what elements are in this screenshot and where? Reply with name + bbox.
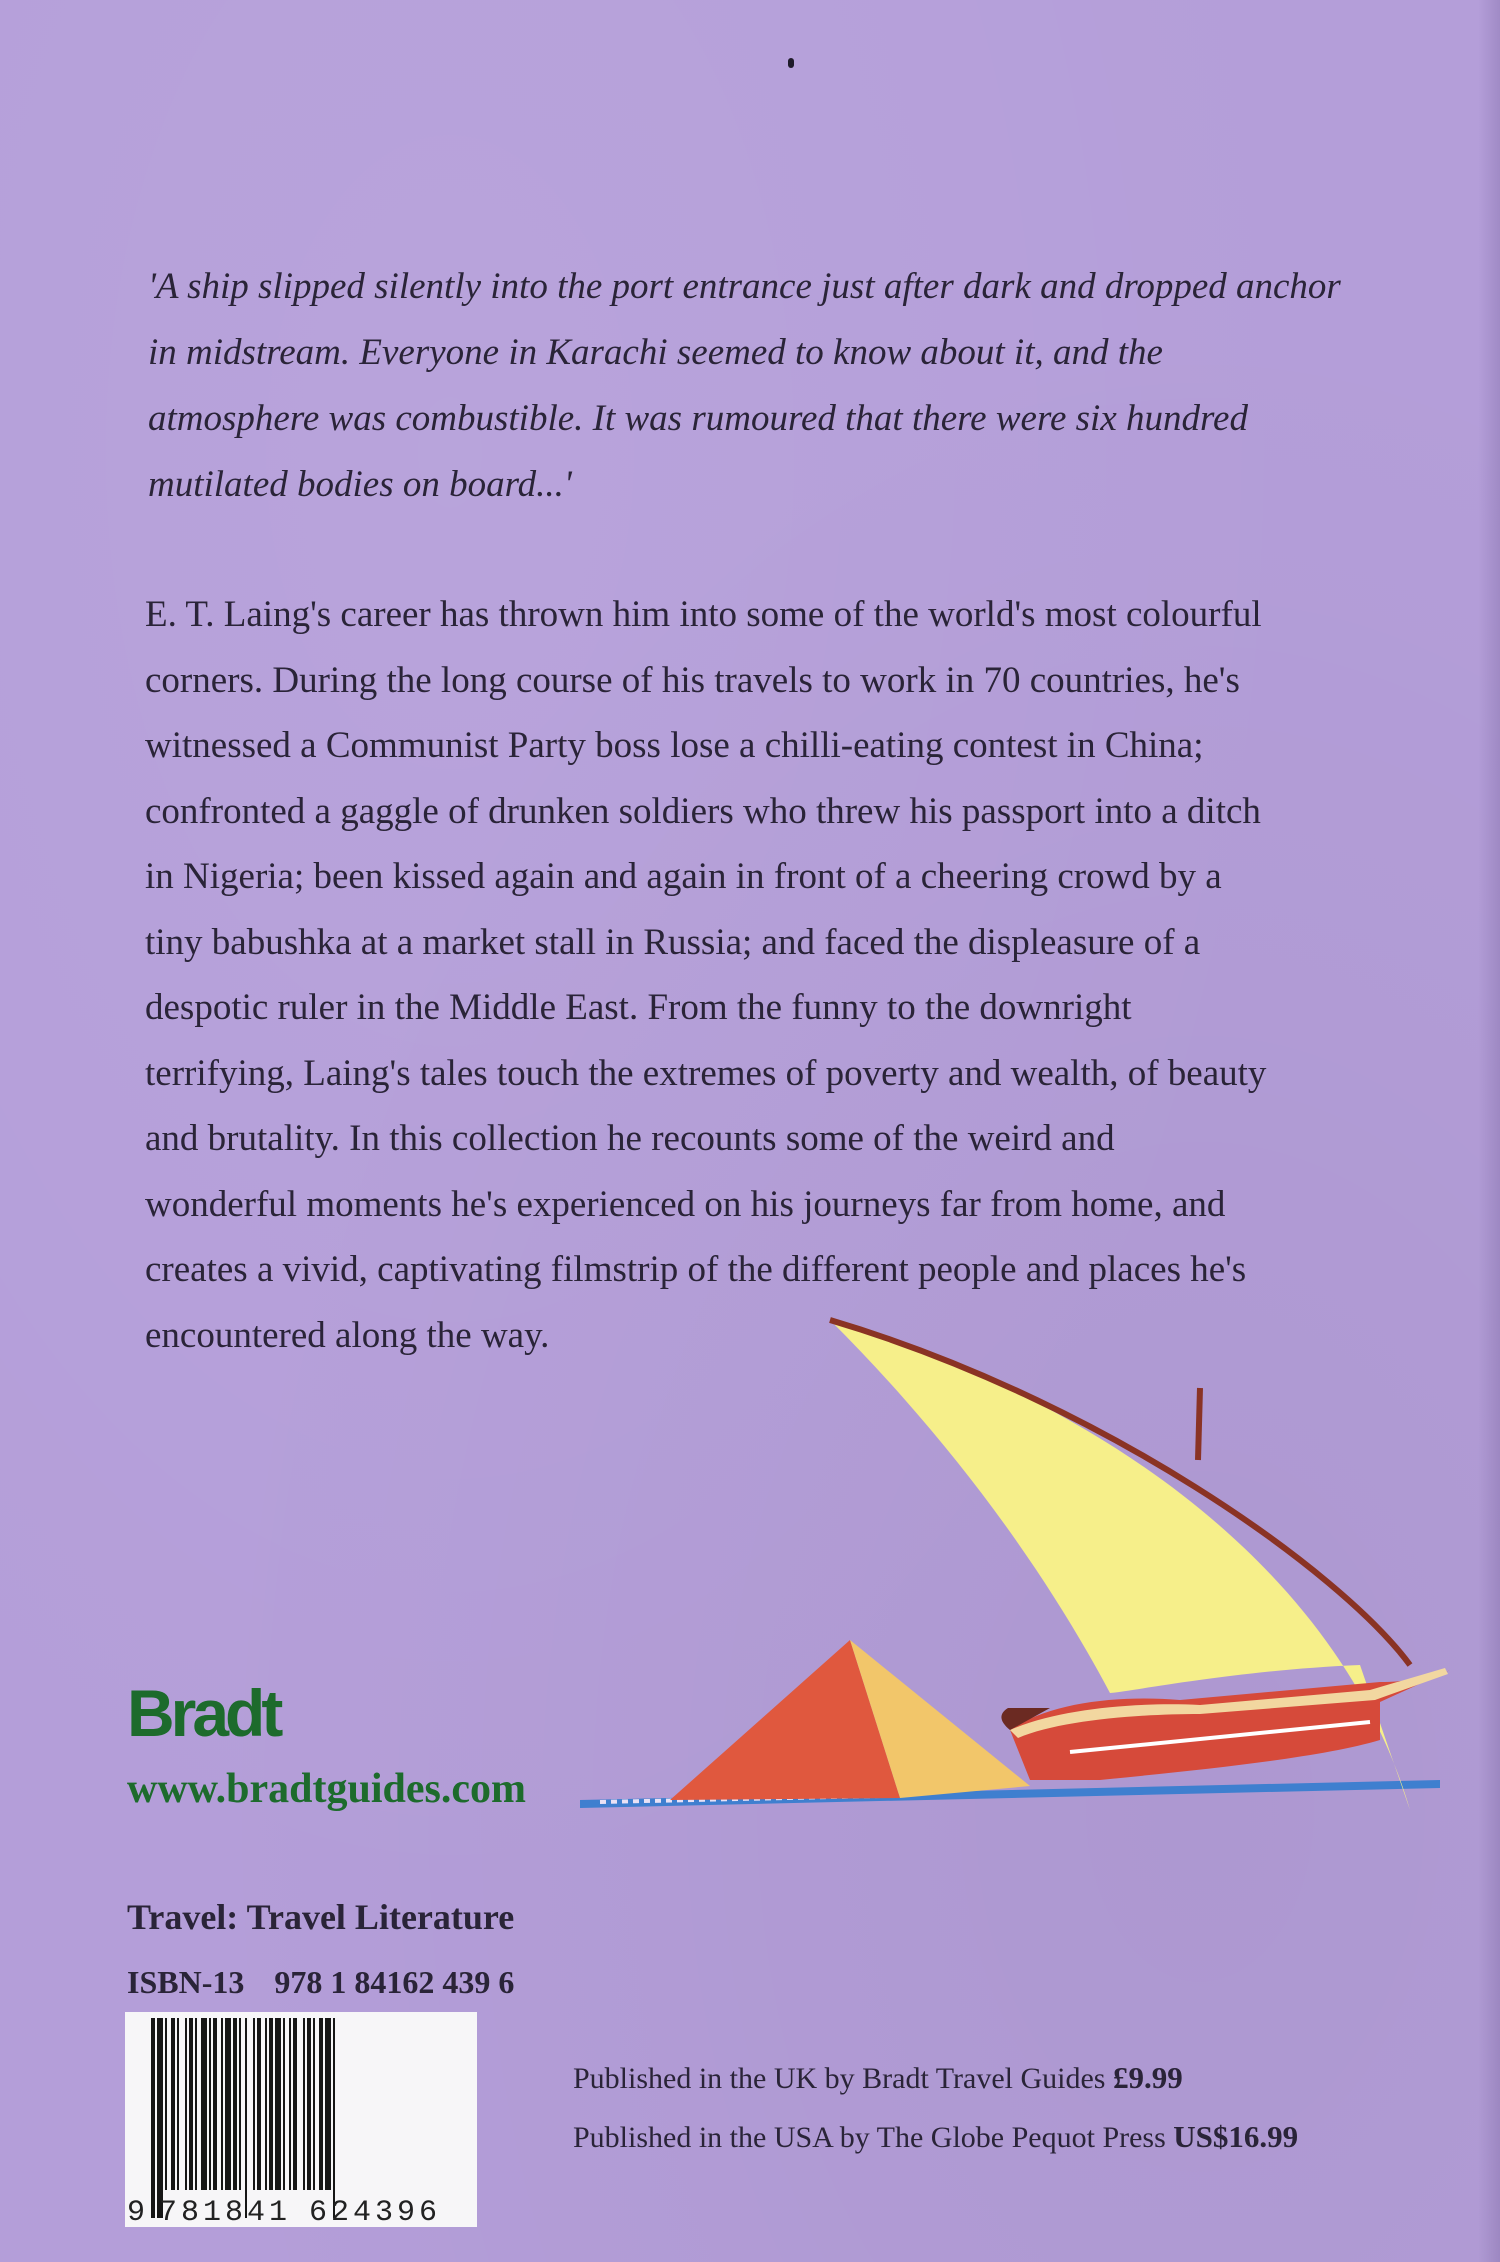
barcode-bar: [189, 2018, 193, 2190]
barcode-bar: [319, 2018, 323, 2190]
barcode-bar: [171, 2018, 175, 2190]
quote-line: in midstream. Everyone in Karachi seemed to know about it, and the: [148, 332, 1163, 373]
mast-icon: [1198, 1388, 1200, 1460]
barcode-group2: 624396: [309, 2196, 437, 2227]
barcode-bar: [165, 2018, 167, 2190]
quote-line: 'A ship slipped silently into the port entrance just after dark and dropped anchor: [148, 266, 1341, 307]
description-line: encountered along the way.: [145, 1314, 550, 1356]
barcode-bar: [265, 2018, 267, 2190]
book-description: [145, 582, 1385, 1368]
barcode-bar: [225, 2018, 231, 2190]
description-line: creates a vivid, captivating filmstrip of the different people and places he's: [145, 1249, 1247, 1290]
description-line: E. T. Laing's career has thrown him into some of the world's most colourful: [145, 594, 1262, 635]
uk-price: £9.99: [1113, 2060, 1183, 2095]
barcode-bar: [257, 2018, 261, 2190]
publisher-logo: Bradt: [127, 1676, 280, 1750]
barcode-bar: [233, 2018, 237, 2190]
barcode-bar: [177, 2018, 179, 2190]
us-publisher-line: [573, 2121, 1298, 2153]
barcode-bar: [303, 2018, 305, 2190]
barcode-bar: [221, 2018, 223, 2190]
description-line: wonderful moments he's experienced on his journeys far from home, and: [145, 1183, 1226, 1225]
barcode-bar: [275, 2018, 281, 2190]
barcode-bar: [283, 2018, 285, 2190]
barcode-bar: [313, 2018, 315, 2190]
quote-line: mutilated bodies on board...': [148, 464, 572, 505]
description-line: and brutality. In this collection he recounts some of the weird and: [145, 1118, 1115, 1159]
barcode-bar: [293, 2018, 297, 2190]
barcode-group1: 781841: [159, 2196, 287, 2227]
description-line: in Nigeria; been kissed again and again in front of a cheering crowd by a: [145, 856, 1222, 897]
description-line: despotic ruler in the Middle East. From the funny to the downright: [145, 987, 1132, 1028]
barcode-bar: [245, 2018, 247, 2218]
uk-publisher-text: Published in the UK by Bradt Travel Guides: [573, 2062, 1106, 2095]
description-line: confronted a gaggle of drunken soldiers who threw his passport into a ditch: [145, 790, 1261, 832]
barcode-bar: [307, 2018, 311, 2190]
barcode-bar: [269, 2018, 273, 2190]
cover-edge-shadow: [1478, 0, 1500, 2262]
barcode-bar: [239, 2018, 241, 2190]
barcode-bar: [185, 2018, 187, 2190]
barcode-bar: [151, 2018, 155, 2218]
description-line: witnessed a Communist Party boss lose a chilli-eating contest in China;: [145, 725, 1204, 766]
description-line: corners. During the long course of his travels to work in 70 countries, he's: [145, 659, 1240, 701]
barcode-bar: [289, 2018, 291, 2190]
barcode-bar: [213, 2018, 217, 2190]
barcode-bars: [151, 2018, 335, 2218]
dhow-boat-and-pyramid-icon: [580, 1310, 1460, 1830]
barcode-bar: [333, 2018, 335, 2218]
barcode-bar: [195, 2018, 197, 2190]
us-price: US$16.99: [1173, 2119, 1299, 2154]
barcode-bar: [201, 2018, 207, 2190]
publisher-website-link[interactable]: www.bradtguides.com: [127, 1766, 527, 1812]
uk-publisher-line: [573, 2062, 1183, 2094]
print-speck: [788, 58, 794, 68]
isbn-number: 978 1 84162 439 6: [274, 1964, 515, 2000]
isbn-label: ISBN-13: [127, 1964, 245, 2000]
isbn-line: [127, 1966, 514, 1998]
barcode-first-digit: 9: [127, 2196, 146, 2227]
quote-line: atmosphere was combustible. It was rumoured that there were six hundred: [148, 398, 1248, 439]
barcode-bar: [325, 2018, 331, 2190]
book-category: Travel: Travel Literature: [127, 1897, 515, 1937]
barcode-bar: [157, 2018, 163, 2218]
description-line: tiny babushka at a market stall in Russia; and faced the displeasure of a: [145, 921, 1201, 963]
pull-quote: [148, 254, 1398, 518]
isbn-barcode: [125, 2012, 477, 2227]
barcode-bar: [209, 2018, 211, 2190]
description-line: terrifying, Laing's tales touch the extremes of poverty and wealth, of beauty: [145, 1052, 1267, 1094]
us-publisher-text: Published in the USA by The Globe Pequot Press: [573, 2121, 1166, 2154]
barcode-bar: [253, 2018, 255, 2190]
